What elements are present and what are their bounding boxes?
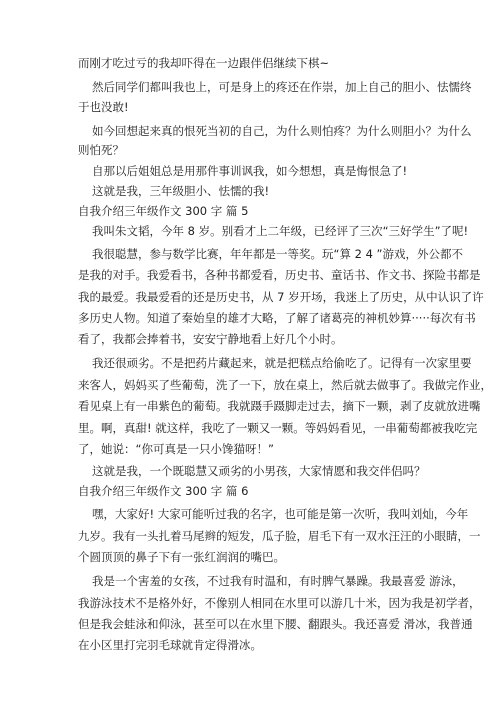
text-line: 看了，我都会捧着书，安安宁静地看上好几个小时。 [78,332,343,346]
text-line: 我叫朱文韬，今年 8 岁。别看才上二年级，已经评了三次“三好学生”了呢! [92,224,469,238]
text-line: 个圆顶顶的鼻子下有一张红润润的嘴巴。 [78,550,285,564]
text-line: 在小区里打完羽毛球就肯定得滑冰。 [78,638,262,652]
text-line: 我很聪慧，参与数学比赛，年年都是一等奖。玩“算 2 4 ”游戏，外公都不 [92,247,464,261]
text-line: 则怕死？ [78,143,124,157]
text-line: 如今回想起来真的恨死当初的自己，为什么则怕疼？为什么则胆小？为什么 [92,124,472,138]
text-line: 九岁。我有一头扎着马尾辫的短发，瓜子脸，眉毛下有一双水汪汪的小眼睛，一 [78,529,481,543]
text-line: 多历史人物。知道了秦始皇的雄才大略，了解了诸葛亮的神机妙算·····每次有书 [78,311,476,325]
text-line: 这就是我，三年级胆小、怯懦的我! [92,184,270,198]
text-line: 我还很顽劣。不是把药片藏起来，就是把糕点给偷吃了。记得有一次家里要 [92,356,472,370]
text-line: 然后同学们都叫我也上，可是身上的疼还在作崇，加上自己的胆小、怯懦终 [92,80,472,94]
text-line: 但是我会蛙泳和仰泳，甚至可以在水里下腰、翻跟头。我还喜爱 滑冰，我普通 [78,617,473,631]
text-line: 自那以后姐姐总是用那件事训讽我，如今想想，真是悔恨急了! [92,164,408,178]
text-line: 而刚才吃过亏的我却吓得在一边跟伴侣继续下棋~ [78,56,330,70]
section-heading: 自我介绍三年级作文 300 字 篇 5 [78,204,249,218]
text-line: 是我的对手。我爱看书，各种书都爱看，历史书、童话书、作文书、探险书都是 [78,268,481,282]
text-line: 于也没敢! [78,100,129,114]
text-line: 里。啊，真甜! 就这样，我吃了一颗又一颗。等妈妈看见，一串葡萄都被我吃完 [78,421,478,435]
text-line: 我的最爱。我最爱看的还是历史书，从 7 岁开场，我迷上了历史，从中认识了许 [78,290,484,304]
text-line: 我游泳技术不是格外好，不像别人相同在水里可以游几十米，因为我是初学者， [78,596,481,610]
section-heading: 自我介绍三年级作文 300 字 篇 6 [78,484,249,498]
text-line: 来客人，妈妈买了些葡萄，洗了一下，放在桌上，然后就去做事了。我做完作业， [78,378,492,392]
text-line: 看见桌上有一串紫色的葡萄。我就蹑手蹑脚走过去，摘下一颗，剥了皮就放进嘴 [78,399,481,413]
text-line: 这就是我，一个既聪慧又顽劣的小男孩，大家情愿和我交伴侣吗？ [92,464,426,478]
text-line: 嘿，大家好! 大家可能听过我的名字，也可能是第一次听，我叫刘灿，今年 [92,507,469,521]
text-line: 了，她说：“你可真是一只小馋猫呀！” [78,442,274,456]
text-line: 我是一个害羞的女孩，不过我有时温和，有时脾气暴躁。我最喜爱 游泳， [92,574,464,588]
